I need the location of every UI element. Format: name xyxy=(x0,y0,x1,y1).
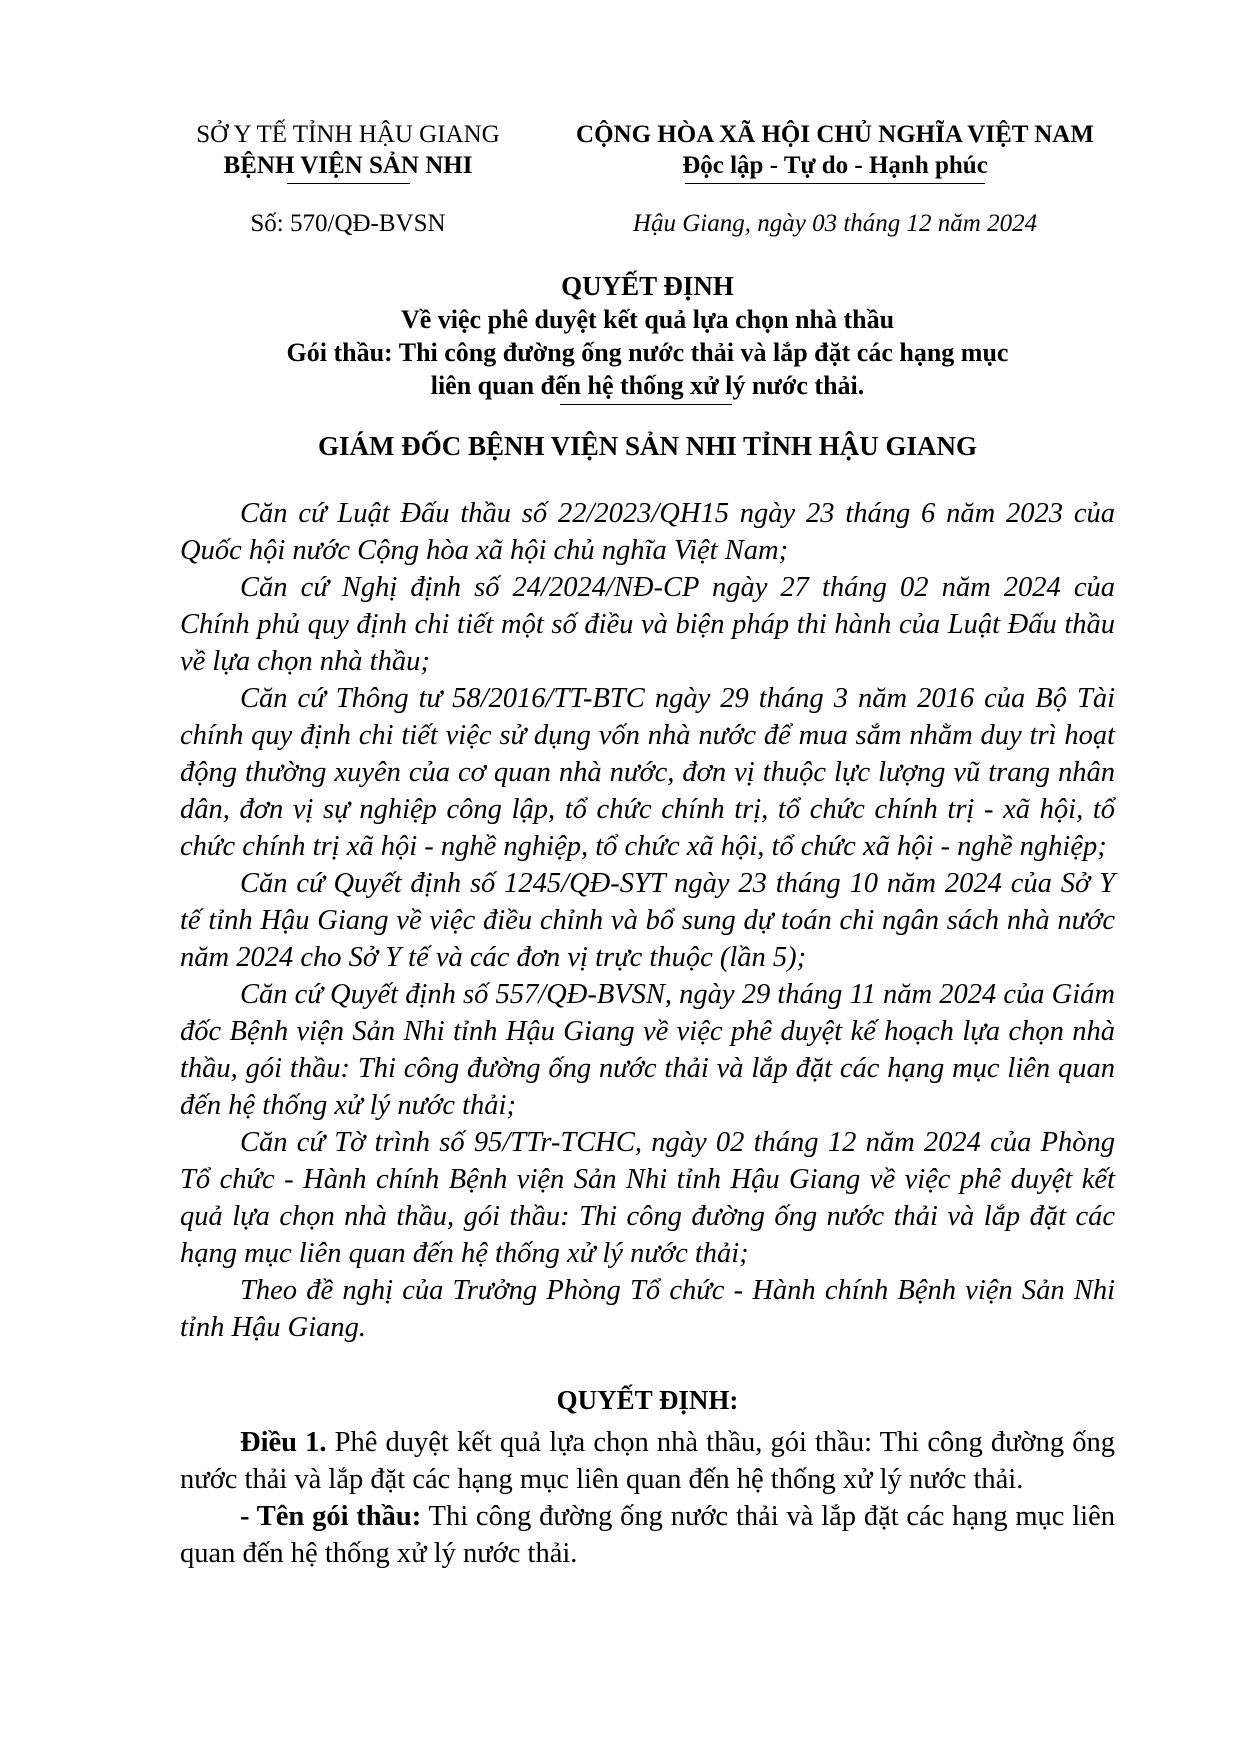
issuing-unit: BỆNH VIỆN SẢN NHI xyxy=(223,152,473,179)
package-name xyxy=(180,1498,1115,1572)
preamble-bvsn-decision: Căn cứ Quyết định số 557/QĐ-BVSN, ngày 29 tháng 11 năm 2024 của Giám đốc Bệnh viện Sản Nhi tỉnh Hậu Giang về việc phê duyệt kế hoạch lựa chọn nhà thầu, gói thầu: Thi công đường ống nước thải và lắp đặt các hạng mục liên quan đến hệ thống xử lý nước thải; xyxy=(180,979,1115,1121)
preamble-decree: Căn cứ Nghị định số 24/2024/NĐ-CP ngày 27 tháng 02 năm 2024 của Chính phủ quy định chi tiết một số điều và biện pháp thi hành của Luật Đấu thầu về lựa chọn nhà thầu; xyxy=(180,572,1115,677)
article-1-text: Phê duyệt kết quả lựa chọn nhà thầu, gói thầu: Thi công đường ống nước thải và lắp đặt các hạng mục liên quan đến hệ thống xử lý nước thải. xyxy=(180,1427,1116,1495)
article-1-label: Điều 1. xyxy=(240,1427,327,1458)
preamble-law: Căn cứ Luật Đấu thầu số 22/2023/QH15 ngày 23 tháng 6 năm 2023 của Quốc hội nước Cộng hòa xã hội chủ nghĩa Việt Nam; xyxy=(180,498,1115,566)
title-underline xyxy=(560,404,732,405)
preamble-syt-decision: Căn cứ Quyết định số 1245/QĐ-SYT ngày 23 tháng 10 năm 2024 của Sở Y tế tỉnh Hậu Giang về việc điều chỉnh và bổ sung dự toán chi ngân sách nhà nước năm 2024 cho Sở Y tế và các đơn vị trực thuộc (lần 5); xyxy=(180,868,1115,973)
title-line-3: liên quan đến hệ thống xử lý nước thải. xyxy=(430,371,865,400)
document-title: QUYẾT ĐỊNH xyxy=(561,271,734,301)
package-name-text: Thi công đường ống nước thải và lắp đặt các hạng mục liên quan đến hệ thống xử lý nước thải. xyxy=(180,1501,1115,1569)
article-1 xyxy=(180,1424,1115,1498)
preamble-circular: Căn cứ Thông tư 58/2016/TT-BTC ngày 29 tháng 3 năm 2016 của Bộ Tài chính quy định chi tiết việc sử dụng vốn nhà nước để mua sắm nhằm duy trì hoạt động thường xuyên của cơ quan nhà nước, đơn vị thuộc lực lượng vũ trang nhân dân, đơn vị sự nghiệp công lập, tổ chức chính trị, tổ chức chính trị - xã hội, tổ chức chính trị xã hội - nghề nghiệp, tổ chức xã hội, tổ chức xã hội - nghề nghiệp; xyxy=(180,683,1115,862)
title-line-1: Về việc phê duyệt kết quả lựa chọn nhà thầu xyxy=(400,305,895,334)
preamble-proposal: Căn cứ Tờ trình số 95/TTr-TCHC, ngày 02 tháng 12 năm 2024 của Phòng Tổ chức - Hành chính Bệnh viện Sản Nhi tỉnh Hậu Giang về việc phê duyệt kết quả lựa chọn nhà thầu, gói thầu: Thi công đường ống nước thải và lắp đặt các hạng mục liên quan đến hệ thống xử lý nước thải; xyxy=(180,1127,1115,1269)
title-line-2: Gói thầu: Thi công đường ống nước thải và lắp đặt các hạng mục xyxy=(286,338,1009,367)
motto-underline xyxy=(685,183,985,184)
package-name-label: - Tên gói thầu: xyxy=(240,1501,422,1532)
authority-line: GIÁM ĐỐC BỆNH VIỆN SẢN NHI TỈNH HẬU GIANG xyxy=(317,431,978,461)
document-number: Số: 570/QĐ-BVSN xyxy=(250,210,446,237)
issuing-agency: SỞ Y TẾ TỈNH HẬU GIANG xyxy=(196,121,500,148)
place-date: Hậu Giang, ngày 03 tháng 12 năm 2024 xyxy=(632,210,1038,237)
national-motto: Độc lập - Tự do - Hạnh phúc xyxy=(682,152,988,179)
preamble-recommendation: Theo đề nghị của Trưởng Phòng Tổ chức - Hành chính Bệnh viện Sản Nhi tỉnh Hậu Giang. xyxy=(180,1275,1115,1343)
unit-underline xyxy=(287,183,410,184)
decision-heading: QUYẾT ĐỊNH: xyxy=(556,1385,739,1415)
national-title: CỘNG HÒA XÃ HỘI CHỦ NGHĨA VIỆT NAM xyxy=(576,121,1094,148)
